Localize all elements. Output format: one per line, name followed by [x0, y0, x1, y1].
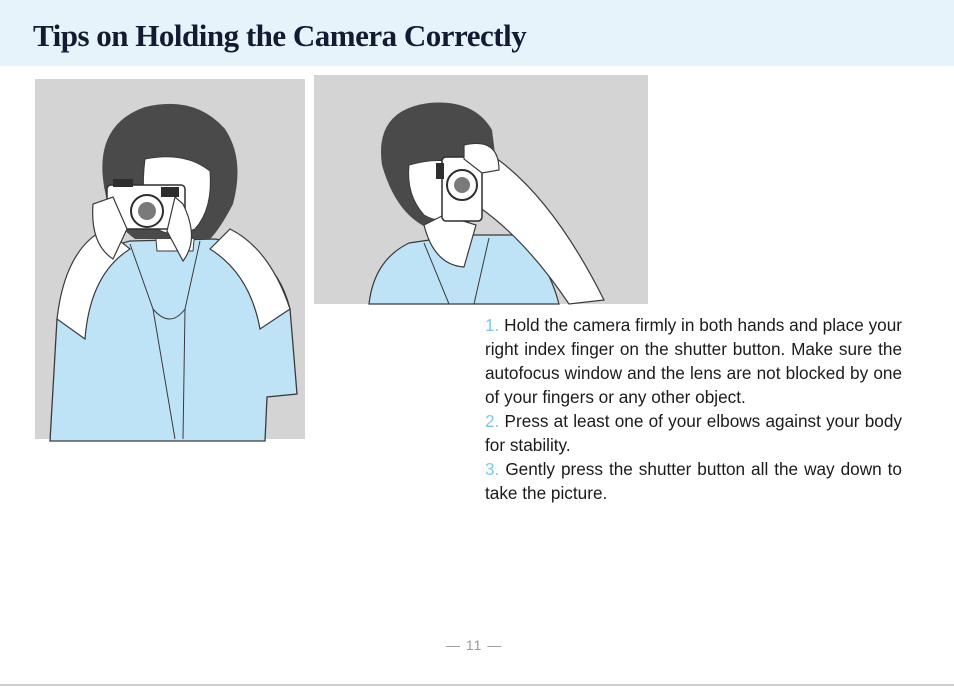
- figure-vertical-hold: [314, 75, 648, 304]
- step-text: Press at least one of your elbows against your body for stability.: [485, 411, 902, 455]
- step-1: [485, 313, 902, 409]
- header-band: [0, 0, 954, 66]
- page-number: — 11 —: [446, 637, 503, 653]
- figure-horizontal-hold: [35, 79, 305, 439]
- instructions-list: [485, 313, 902, 505]
- step-number: 1.: [485, 315, 500, 335]
- step-text: Gently press the shutter button all the way down to take the picture.: [485, 459, 902, 503]
- step-number: 3.: [485, 459, 500, 479]
- step-2: [485, 409, 902, 457]
- step-3: [485, 457, 902, 505]
- person-holding-camera-front-icon: [35, 79, 305, 439]
- step-number: 2.: [485, 411, 500, 431]
- person-holding-camera-vertical-icon: [314, 75, 648, 304]
- bottom-divider: [0, 684, 954, 686]
- page-title: Tips on Holding the Camera Correctly: [33, 18, 527, 53]
- step-text: Hold the camera firmly in both hands and place your right index finger on the shutter button. Make sure the autofocus window and the lens are not blocked by one of your fingers or any other object.: [485, 315, 903, 407]
